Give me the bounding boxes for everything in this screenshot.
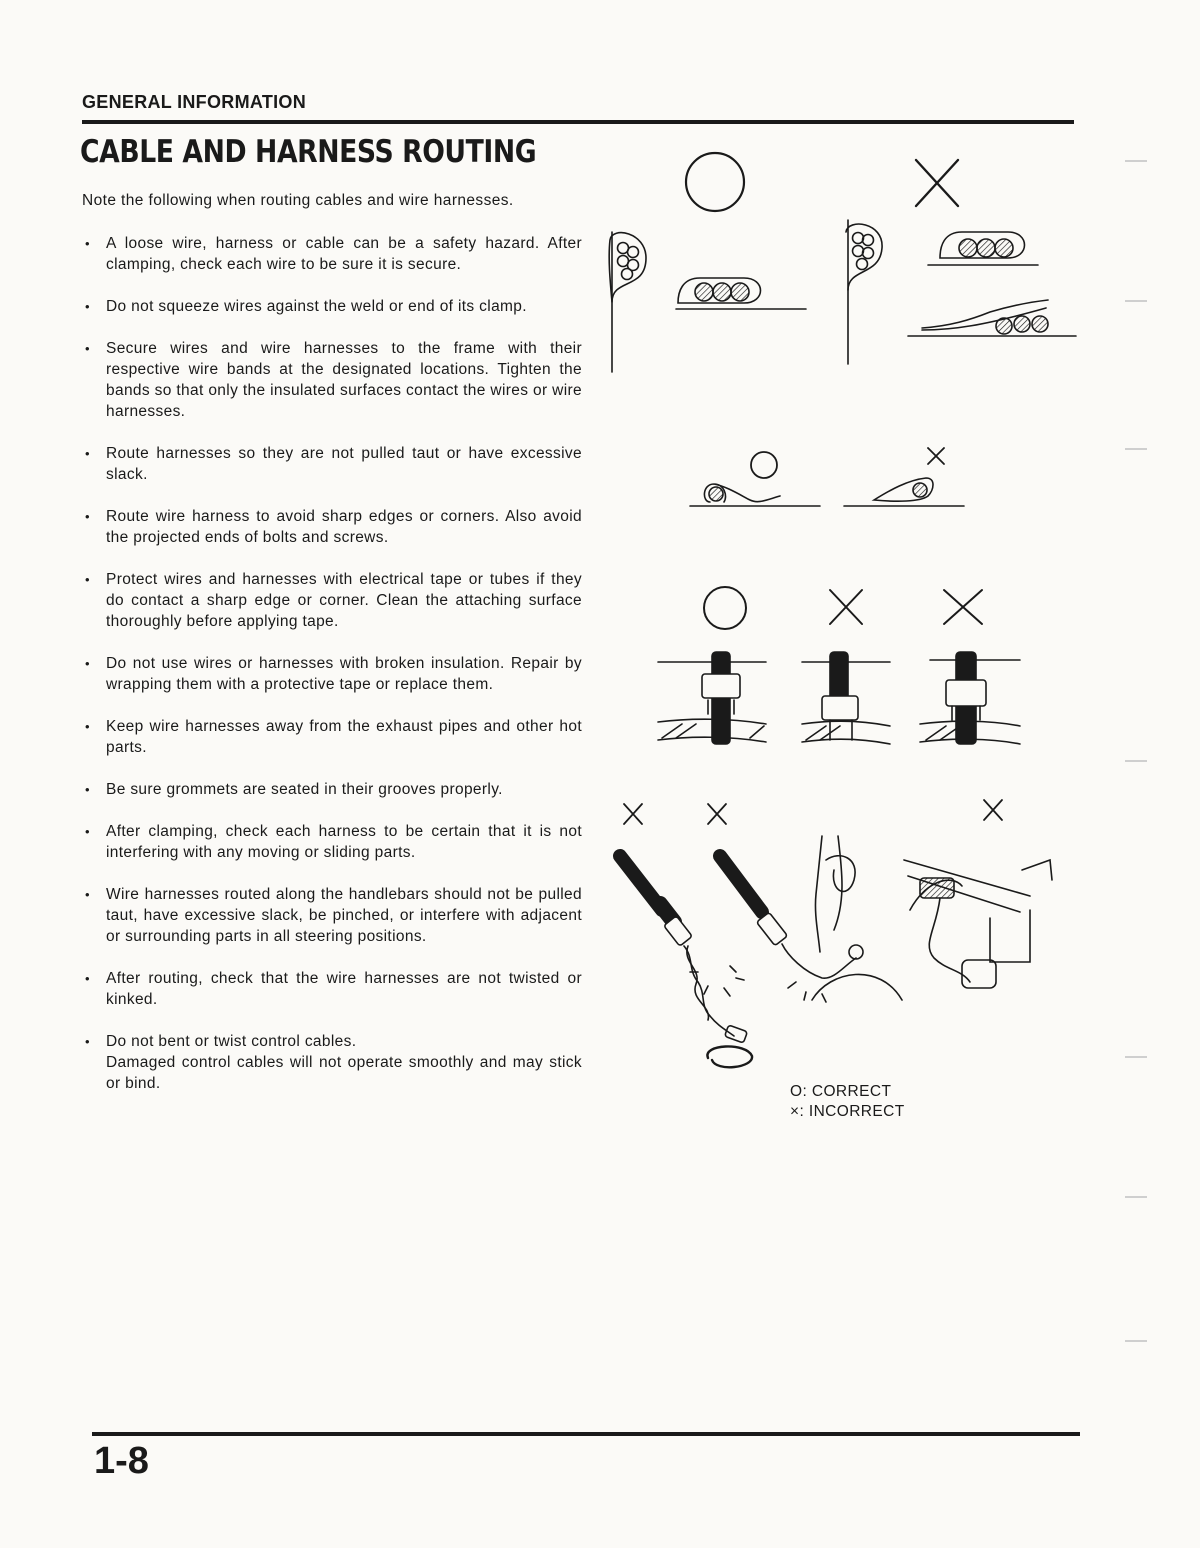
band-tie-diagram: [658, 587, 1020, 744]
intro-text: Note the following when routing cables and wire harnesses.: [82, 192, 514, 209]
scan-artifact: [1125, 300, 1147, 302]
incorrect-mark-icon: [708, 804, 726, 824]
list-item: • Secure wires and wire harnesses to the frame with their respective wire bands at the designated locations. Tighten the bands so that only the insulated surfaces contact the wires or wire harnesses.: [82, 338, 582, 422]
correct-mark-icon: [704, 587, 746, 629]
incorrect-mark-icon: [830, 590, 862, 624]
scan-artifact: [1125, 760, 1147, 762]
list-item: • Protect wires and harnesses with electrical tape or tubes if they do contact a sharp edge or corner. Clean the attaching surface thoroughly before applying tape.: [82, 569, 582, 632]
list-item: • Wire harnesses routed along the handlebars should not be pulled taut, have excessive slack, be pinched, or interfere with adjacent or surrounding parts in all steering positions.: [82, 884, 582, 947]
legend-correct: O: CORRECT: [790, 1083, 892, 1100]
list-item: [82, 1031, 582, 1094]
footer-rule: [92, 1432, 1080, 1436]
incorrect-mark-icon: [944, 590, 982, 624]
list-item: • Do not use wires or harnesses with broken insulation. Repair by wrapping them with a protective tape or replace them.: [82, 653, 582, 695]
scan-artifact: [1125, 160, 1147, 162]
correct-mark-icon: [686, 153, 744, 211]
incorrect-clamp-flat-icon: [908, 232, 1076, 336]
section-header: GENERAL INFORMATION: [82, 92, 307, 112]
correct-clamp-flat-icon: [676, 278, 806, 309]
scan-artifact: [1125, 1340, 1147, 1342]
list-item-line: • Do not bent or twist control cables.: [106, 1033, 357, 1050]
list-item: • After clamping, check each harness to be certain that it is not interfering with any moving or sliding parts.: [82, 821, 582, 863]
routing-notes-list: [82, 233, 582, 1115]
list-item: • A loose wire, harness or cable can be a safety hazard. After clamping, check each wire to be sure it is secure.: [82, 233, 582, 275]
scan-artifact: [1125, 448, 1147, 450]
page-number: 1-8: [94, 1440, 149, 1482]
list-item: • Be sure grommets are seated in their grooves properly.: [82, 779, 582, 800]
scan-artifact: [1125, 1056, 1147, 1058]
incorrect-clamp-vertical-icon: [846, 220, 882, 364]
pinched-cable-icon: [720, 836, 902, 1002]
list-item: • After routing, check that the wire harnesses are not twisted or kinked.: [82, 968, 582, 1010]
clamp-position-diagram: [609, 153, 1076, 372]
control-cable-diagram: [620, 800, 1052, 1067]
incorrect-mark-icon: [624, 804, 642, 824]
legend: [790, 1082, 905, 1122]
list-item-line: Damaged control cables will not operate smoothly and may stick or bind.: [106, 1054, 582, 1092]
wire-band-diagram: [690, 448, 964, 506]
correct-mark-icon: [751, 452, 777, 478]
legend-incorrect: ×: INCORRECT: [790, 1103, 905, 1120]
incorrect-mark-icon: [916, 160, 958, 206]
incorrect-mark-icon: [984, 800, 1002, 820]
list-item: • Do not squeeze wires against the weld or end of its clamp.: [82, 296, 582, 317]
page-title: CABLE AND HARNESS ROUTING: [80, 134, 537, 170]
header-rule: [82, 120, 1074, 124]
frame-harness-icon: [904, 860, 1052, 988]
list-item: • Keep wire harnesses away from the exhaust pipes and other hot parts.: [82, 716, 582, 758]
incorrect-mark-icon: [928, 448, 944, 464]
list-item: • Route wire harness to avoid sharp edges or corners. Also avoid the projected ends of bolts and screws.: [82, 506, 582, 548]
correct-clamp-vertical-icon: [609, 232, 646, 372]
twisted-cable-icon: [620, 856, 752, 1067]
routing-illustrations: [590, 140, 1100, 1130]
list-item: • Route harnesses so they are not pulled taut or have excessive slack.: [82, 443, 582, 485]
scan-artifact: [1125, 1196, 1147, 1198]
